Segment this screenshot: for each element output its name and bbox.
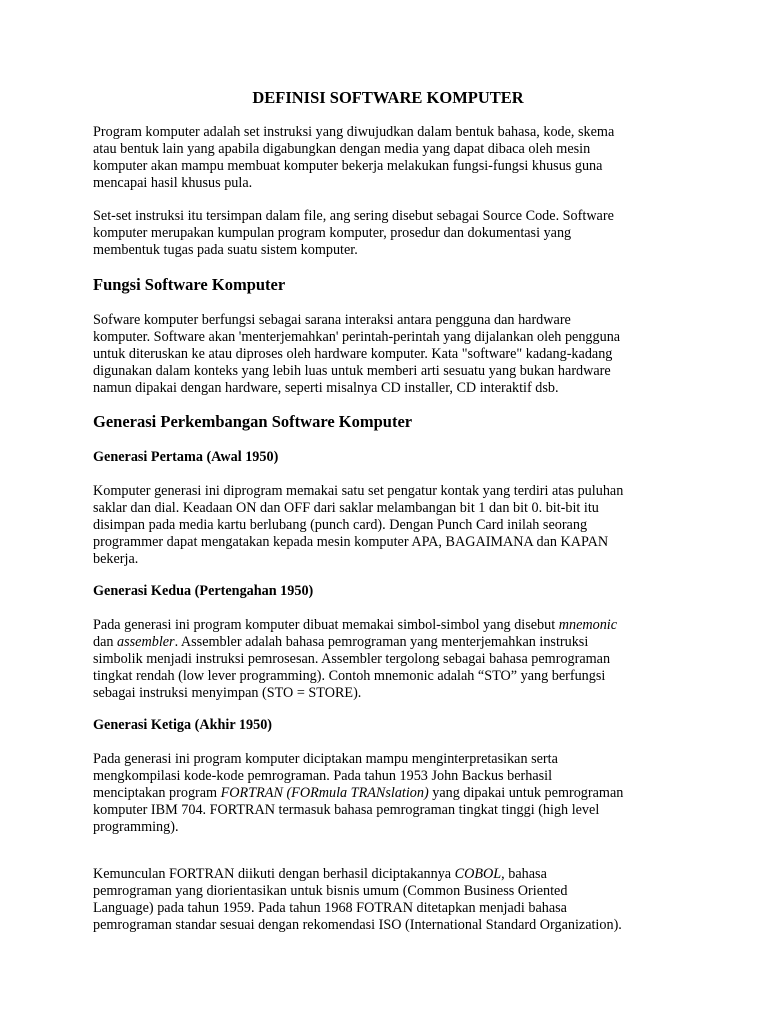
text-line: mencapai hasil khusus pula. xyxy=(93,175,253,191)
heading-generasi-ketiga: Generasi Ketiga (Akhir 1950) xyxy=(93,717,273,733)
italic-term-cobol: COBOL xyxy=(454,866,502,882)
paragraph-generasi-ketiga xyxy=(93,751,683,836)
text-line: membentuk tugas pada suatu sistem komputer. xyxy=(93,242,358,258)
text-line: disimpan pada media kartu berlubang (punch card). Dengan Punch Card inilah seorang xyxy=(93,517,588,533)
text-line: Sofware komputer berfungsi sebagai sarana interaksi antara pengguna dan hardware xyxy=(93,312,571,328)
text-line xyxy=(93,634,683,651)
text-line: tingkat rendah (low lever programming). Contoh mnemonic adalah “STO” yang berfungsi xyxy=(93,668,606,684)
heading-generasi: Generasi Perkembangan Software Komputer xyxy=(93,412,413,431)
text-line: komputer. Software akan 'menterjemahkan' perintah-perintah yang dijalankan oleh pengguna xyxy=(93,329,621,345)
text-line: untuk diteruskan ke atau diproses oleh hardware komputer. Kata "software" kadang-kadang xyxy=(93,346,613,362)
text-line: komputer merupakan kumpulan program komputer, prosedur dan dokumentasi yang xyxy=(93,225,572,241)
text-run: Kemunculan FORTRAN diikuti dengan berhasil diciptakannya xyxy=(93,866,455,882)
italic-term-mnemonic: mnemonic xyxy=(558,617,618,633)
text-line: Program komputer adalah set instruksi yang diwujudkan dalam bentuk bahasa, kode, skema xyxy=(93,124,615,140)
heading-generasi-kedua: Generasi Kedua (Pertengahan 1950) xyxy=(93,583,314,599)
text-line: Pada generasi ini program komputer diciptakan mampu menginterpretasikan serta xyxy=(93,751,558,767)
paragraph-definition xyxy=(93,124,683,192)
text-line: Komputer generasi ini diprogram memakai satu set pengatur kontak yang terdiri atas puluhan xyxy=(93,483,624,499)
text-line: bekerja. xyxy=(93,551,139,567)
paragraph-cobol xyxy=(93,866,683,934)
text-line: sebagai instruksi menyimpan (STO = STORE). xyxy=(93,685,362,701)
text-line: pemrograman standar sesuai dengan rekomendasi ISO (International Standard Organization). xyxy=(93,917,622,933)
text-run: Pada generasi ini program komputer dibuat memakai simbol-simbol yang disebut xyxy=(93,617,559,633)
text-line: pemrograman yang diorientasikan untuk bisnis umum (Common Business Oriented xyxy=(93,883,568,899)
text-line: atau bentuk lain yang apabila digabungkan dengan media yang dapat dibaca oleh mesin xyxy=(93,141,591,157)
text-line: Set-set instruksi itu tersimpan dalam file, ang sering disebut sebagai Source Code. Software xyxy=(93,208,614,224)
text-line xyxy=(93,866,683,883)
text-run: yang dipakai untuk pemrograman xyxy=(428,785,624,801)
paragraph-source-code xyxy=(93,208,683,259)
italic-term-assembler: assembler xyxy=(117,634,175,650)
italic-term-fortran: FORTRAN (FORmula TRANslation) xyxy=(220,785,429,801)
text-line: digunakan dalam konteks yang lebih luas untuk memberi arti sesuatu yang bukan hardware xyxy=(93,363,611,379)
heading-generasi-pertama: Generasi Pertama (Awal 1950) xyxy=(93,449,279,465)
text-line: simbolik menjadi instruksi pemrosesan. Assembler tergolong sebagai bahasa pemrograman xyxy=(93,651,611,667)
text-line: programmer dapat mengatakan kepada mesin komputer APA, BAGAIMANA dan KAPAN xyxy=(93,534,609,550)
document-title: DEFINISI SOFTWARE KOMPUTER xyxy=(252,88,524,107)
paragraph-fungsi xyxy=(93,312,683,397)
text-line xyxy=(93,617,683,634)
text-run: dan xyxy=(93,634,118,650)
text-run: menciptakan program xyxy=(93,785,221,801)
text-line: komputer akan mampu membuat komputer bekerja melakukan fungsi-fungsi khusus guna xyxy=(93,158,603,174)
text-line: mengkompilasi kode-kode pemrograman. Pada tahun 1953 John Backus berhasil xyxy=(93,768,553,784)
text-run: , bahasa xyxy=(501,866,547,882)
text-line: komputer IBM 704. FORTRAN termasuk bahasa pemrograman tingkat tinggi (high level xyxy=(93,802,600,818)
text-line: programming). xyxy=(93,819,179,835)
text-line xyxy=(93,785,683,802)
text-line: Language) pada tahun 1959. Pada tahun 1968 FOTRAN ditetapkan menjadi bahasa xyxy=(93,900,567,916)
text-run: . Assembler adalah bahasa pemrograman yang menterjemahkan instruksi xyxy=(174,634,589,650)
paragraph-generasi-pertama xyxy=(93,483,683,568)
heading-fungsi: Fungsi Software Komputer xyxy=(93,275,286,294)
text-line: namun dipakai dengan hardware, seperti misalnya CD installer, CD interaktif dsb. xyxy=(93,380,559,396)
paragraph-generasi-kedua xyxy=(93,617,683,702)
text-line: saklar dan dial. Keadaan ON dan OFF dari saklar melambangan bit 1 dan bit 0. bit-bit itu xyxy=(93,500,599,516)
